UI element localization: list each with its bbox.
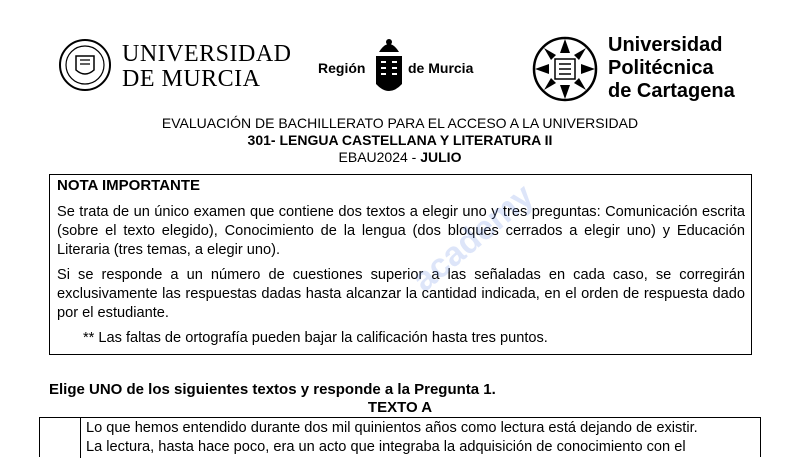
rm-crest-icon [373,38,405,104]
um-name-line1: UNIVERSIDAD [122,41,292,67]
text-a-line-1: Lo que hemos entendido durante dos mil quinientos años como lectura está dejando de existir. [86,420,698,436]
upct-name-line2: Politécnica [608,57,714,79]
note-paragraph-3: ** Las faltas de ortografía pueden bajar la calificación hasta tres puntos. [83,330,548,346]
upct-name-line3: de Cartagena [608,80,735,102]
question-instruction: Elige UNO de los siguientes textos y responde a la Pregunta 1. [49,381,496,398]
watermark: academy [405,176,541,300]
note-paragraph-2: Si se responde a un número de cuestiones superior a las señaladas en cada caso, se corregirán exclusivamente las respuestas dadas hasta alcanzar la cantidad indicada, en el orden de respuesta dado por el estudiante. [57,267,745,321]
text-a-line-2: La lectura, hasta hace poco, era un acto que integraba la adquisición de conocimiento con el [86,439,686,455]
um-name-line2: DE MURCIA [122,66,261,92]
upct-logo [532,34,752,106]
text-a-table [39,417,761,457]
universidad-de-murcia-logo [58,38,292,94]
line-number-column [80,418,81,458]
exam-session-month: JULIO [420,149,462,165]
rm-name-left: Región [318,60,366,76]
rm-name-right: de Murcia [408,60,474,76]
exam-header-title: EVALUACIÓN DE BACHILLERATO PARA EL ACCESO A LA UNIVERSIDAD [161,115,639,131]
text-a-title: TEXTO A [367,399,433,416]
upct-seal-icon [532,36,598,102]
exam-session [0,149,800,165]
region-de-murcia-logo [318,38,488,104]
exam-session-year: EBAU2024 - [338,149,421,165]
upct-name-line1: Universidad [608,34,723,56]
note-paragraph-1: Se trata de un único examen que contiene dos textos a elegir uno y tres preguntas: Comunicación escrita (sobre el texto elegido), Conocimiento de la lengua (dos bloques cerrados a elegir uno) y Educación Literaria (tres temas, a elegir uno). [57,204,745,258]
important-note-box [49,174,752,355]
um-seal-icon [58,38,112,92]
exam-subject: 301- LENGUA CASTELLANA Y LITERATURA II [247,132,553,148]
note-title: NOTA IMPORTANTE [57,177,201,194]
